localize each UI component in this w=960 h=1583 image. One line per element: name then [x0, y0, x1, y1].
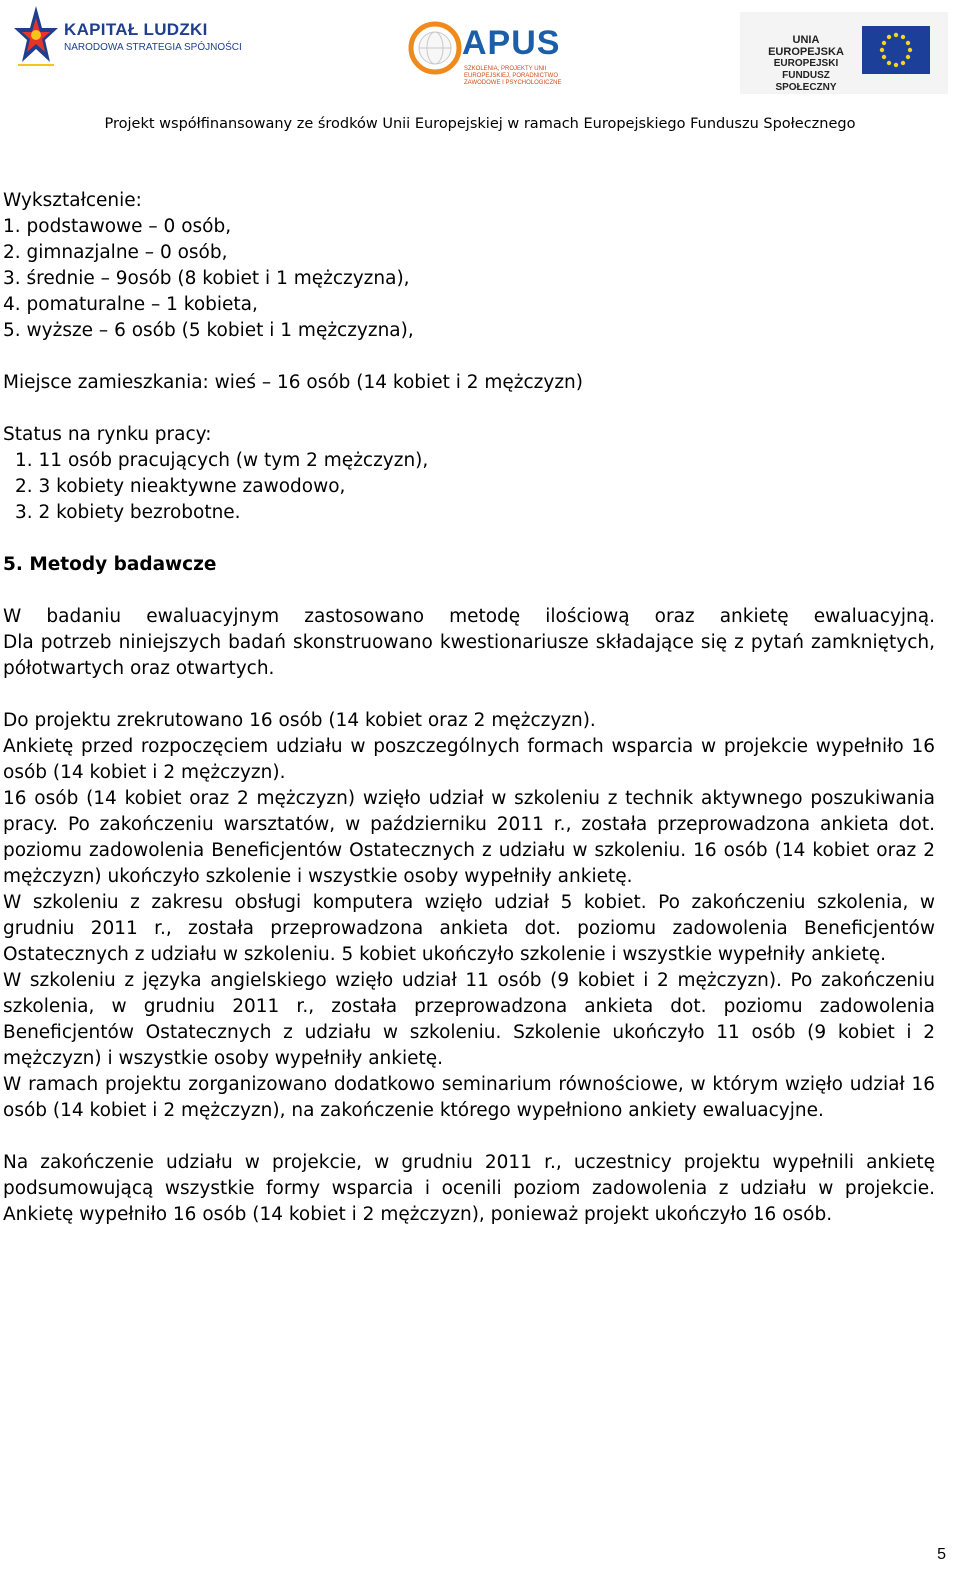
- eu-logo-text: [758, 34, 854, 94]
- list-item: 5. wyższe – 6 osób (5 kobiet i 1 mężczyzna),: [3, 320, 414, 341]
- list-item: 3. 2 kobiety bezrobotne.: [15, 502, 241, 523]
- methods-paragraph-line1: W badaniu ewaluacyjnym zastosowano metodę ilościową oraz ankietę ewaluacyjną.: [3, 606, 935, 627]
- methods-paragraph: Dla potrzeb niniejszych badań skonstruowano kwestionariusze składające się z pytań zamkniętych, półotwartych oraz otwartych.: [3, 632, 935, 679]
- list-item: 2. 3 kobiety nieaktywne zawodowo,: [15, 476, 346, 497]
- list-item: 3. średnie – 9osób (8 kobiet i 1 mężczyzna),: [3, 268, 410, 289]
- list-item: 2. gimnazjalne – 0 osób,: [3, 242, 228, 263]
- eu-fund-logo: [740, 12, 948, 94]
- job-search-training-paragraph: 16 osób (14 kobiet oraz 2 mężczyzn) wzięło udział w szkoleniu z technik aktywnego poszukiwania pracy. Po zakończeniu warsztatów, w październiku 2011 r., została przeprowadzona ankieta dot. poziomu zadowolenia Beneficjentów Ostatecznych z udziału w szkoleniu. 16 osób (14 kobiet oraz 2 mężczyzn) ukończyło szkolenie i wszystkie osoby wypełniły ankietę.: [3, 788, 935, 887]
- list-item: 1. 11 osób pracujących (w tym 2 mężczyzn),: [15, 450, 429, 471]
- list-item: 4. pomaturalne – 1 kobieta,: [3, 294, 258, 315]
- education-label: Wykształcenie:: [3, 190, 142, 211]
- seminar-paragraph: W ramach projektu zorganizowano dodatkowo seminarium równościowe, w którym wzięło udział 16 osób (14 kobiet i 2 mężczyzn), na zakończenie którego wypełniono ankiety ewaluacyjne.: [3, 1074, 935, 1121]
- computer-training-paragraph: W szkoleniu z zakresu obsługi komputera wzięło udział 5 kobiet. Po zakończeniu szkolenia, w grudniu 2011 r., została przeprowadzona ankieta dot. poziomu zadowolenia Beneficjentów Ostatecznych z udziału w szkoleniu. 5 kobiet ukończyło szkolenie i wszystkie wypełniły ankietę.: [3, 892, 935, 965]
- education-list: [3, 214, 935, 344]
- eu-line3: FUNDUSZ SPOŁECZNY: [775, 70, 837, 93]
- section-heading: 5. Metody badawcze: [3, 554, 217, 575]
- apus-tagline: SZKOLENIA, PROJEKTY UNII EUROPEJSKIEJ, PORADNICTWO ZAWODOWE I PSYCHOLOGICZNE: [464, 66, 562, 86]
- english-training-paragraph: W szkoleniu z języka angielskiego wzięło udział 11 osób (9 kobiet i 2 mężczyzn). Po zakończeniu szkolenia, w grudniu 2011 r., została przeprowadzona ankieta dot. poziomu zadowolenia Beneficjentów Ostatecznych z udziału w szkoleniu. Szkolenie ukończyło 11 osób (9 kobiet i 2 mężczyzn) i wszystkie osoby wypełniły ankietę.: [3, 970, 935, 1069]
- initial-survey-paragraph: Ankietę przed rozpoczęciem udziału w poszczególnych formach wsparcia w projekcie wypełniło 16 osób (14 kobiet i 2 mężczyzn).: [3, 736, 935, 783]
- document-body: [3, 188, 935, 1228]
- labor-status-list: [3, 448, 935, 526]
- kapital-ludzki-logo: [12, 4, 252, 84]
- eu-flag-icon: [862, 26, 930, 74]
- page-header: [0, 0, 960, 145]
- list-item: 1. podstawowe – 0 osób,: [3, 216, 232, 237]
- eu-line1: UNIA EUROPEJSKA: [768, 34, 844, 58]
- page-number: 5: [937, 1546, 946, 1563]
- logo-subtitle: NARODOWA STRATEGIA SPÓJNOŚCI: [64, 42, 242, 53]
- apus-wordmark: APUS: [462, 24, 561, 62]
- labor-status-label: Status na rynku pracy:: [3, 424, 212, 445]
- residence-line: Miejsce zamieszkania: wieś – 16 osób (14 kobiet i 2 mężczyzn): [3, 372, 583, 393]
- recruitment-paragraph: Do projektu zrekrutowano 16 osób (14 kobiet oraz 2 mężczyzn).: [3, 710, 596, 731]
- logo-title: KAPITAŁ LUDZKI: [64, 20, 208, 39]
- final-survey-paragraph: Na zakończenie udziału w projekcie, w grudniu 2011 r., uczestnicy projektu wypełnili ankietę podsumowującą wszystkie formy wsparcia i ocenili poziom zadowolenia z udziału w projekcie. Ankietę wypełniło 16 osób (14 kobiet i 2 mężczyzn), ponieważ projekt ukończyło 16 osób.: [3, 1152, 935, 1225]
- star-icon: [12, 4, 60, 74]
- cofinancing-note: Projekt współfinansowany ze środków Unii Europejskiej w ramach Europejskiego Funduszu Społecznego: [104, 116, 856, 132]
- apus-logo: [408, 14, 578, 89]
- eu-line2: EUROPEJSKI: [773, 58, 839, 69]
- globe-icon: [408, 18, 462, 78]
